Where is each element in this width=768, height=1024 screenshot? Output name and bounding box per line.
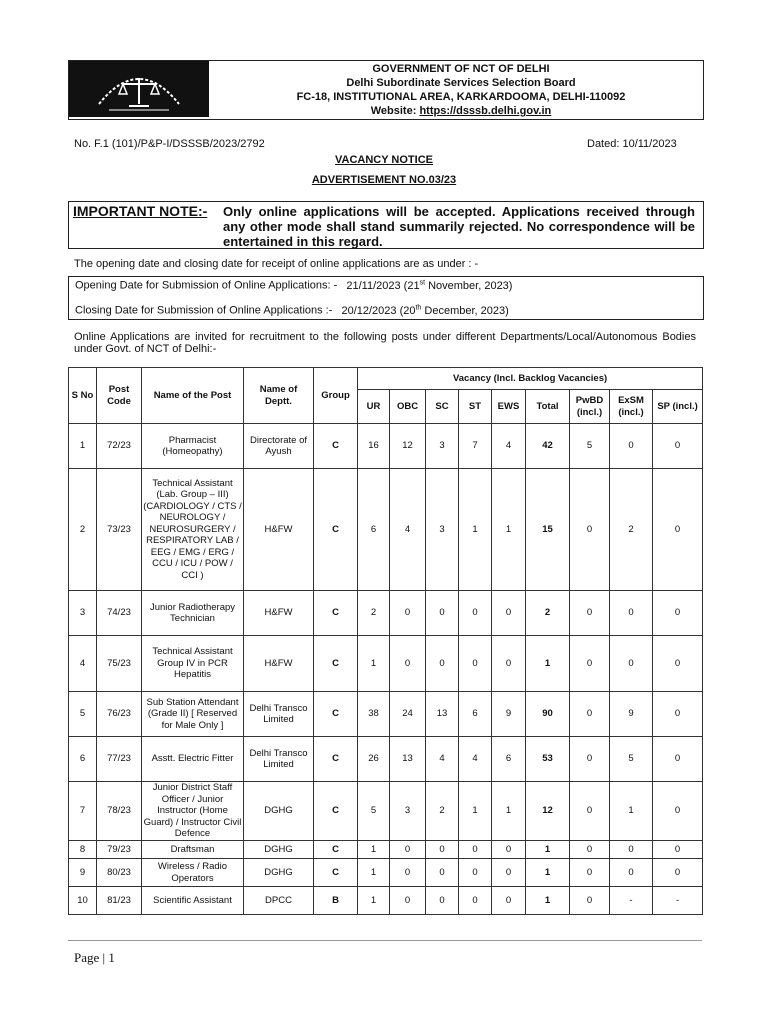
cell-obc: 0 bbox=[390, 591, 426, 636]
cell-st: 0 bbox=[459, 591, 492, 636]
closing-date-row bbox=[75, 304, 509, 317]
cell-st: 0 bbox=[459, 859, 492, 887]
cell-total: 15 bbox=[526, 469, 570, 591]
opening-date-date: 21/11/2023 (21 bbox=[346, 279, 420, 292]
cell-ur: 26 bbox=[358, 737, 390, 782]
cell-ews: 0 bbox=[492, 841, 526, 859]
cell-ews: 1 bbox=[492, 469, 526, 591]
cell-sp: 0 bbox=[653, 841, 703, 859]
cell-name: Wireless / Radio Operators bbox=[142, 859, 244, 887]
cell-total: 90 bbox=[526, 692, 570, 737]
cell-total: 1 bbox=[526, 887, 570, 915]
footer-divider bbox=[68, 940, 702, 941]
cell-dept: DGHG bbox=[244, 782, 314, 841]
header-sno: S No bbox=[69, 368, 97, 424]
cell-dept: DGHG bbox=[244, 841, 314, 859]
cell-code: 78/23 bbox=[97, 782, 142, 841]
cell-sp: 0 bbox=[653, 469, 703, 591]
cell-st: 1 bbox=[459, 469, 492, 591]
cell-ur: 38 bbox=[358, 692, 390, 737]
cell-pwbd: 0 bbox=[570, 591, 610, 636]
table-row bbox=[69, 591, 703, 636]
website-label: Website: bbox=[370, 105, 420, 117]
cell-obc: 0 bbox=[390, 636, 426, 692]
cell-st: 0 bbox=[459, 841, 492, 859]
opening-date-value bbox=[346, 280, 512, 292]
cell-exsm: 0 bbox=[610, 841, 653, 859]
cell-sno: 6 bbox=[69, 737, 97, 782]
cell-group: C bbox=[314, 591, 358, 636]
cell-ews: 1 bbox=[492, 782, 526, 841]
header-total: Total bbox=[526, 390, 570, 424]
cell-total: 2 bbox=[526, 591, 570, 636]
cell-ur: 5 bbox=[358, 782, 390, 841]
cell-code: 72/23 bbox=[97, 424, 142, 469]
cell-sno: 9 bbox=[69, 859, 97, 887]
cell-code: 80/23 bbox=[97, 859, 142, 887]
closing-date-label: Closing Date for Submission of Online Applications :- bbox=[75, 304, 333, 317]
cell-sno: 5 bbox=[69, 692, 97, 737]
cell-total: 1 bbox=[526, 841, 570, 859]
cell-ews: 0 bbox=[492, 887, 526, 915]
opening-date-rest: November, 2023) bbox=[425, 279, 513, 292]
cell-total: 1 bbox=[526, 859, 570, 887]
cell-sp: 0 bbox=[653, 692, 703, 737]
cell-dept: Delhi Transco Limited bbox=[244, 737, 314, 782]
opening-date-label: Opening Date for Submission of Online Applications: - bbox=[75, 279, 338, 292]
header-sp: SP (incl.) bbox=[653, 390, 703, 424]
header-box bbox=[68, 60, 704, 120]
cell-sp: 0 bbox=[653, 782, 703, 841]
cell-name: Technical Assistant (Lab. Group – III) (CARDIOLOGY / CTS / NEUROLOGY / NEUROSURGERY / RESPIRATORY LAB / EEG / EMG / ERG / CCU / ICU / POW / CCI ) bbox=[142, 469, 244, 591]
cell-sno: 1 bbox=[69, 424, 97, 469]
cell-dept: H&FW bbox=[244, 636, 314, 692]
cell-sp: 0 bbox=[653, 424, 703, 469]
cell-group: C bbox=[314, 737, 358, 782]
website-line bbox=[219, 104, 703, 118]
cell-ur: 16 bbox=[358, 424, 390, 469]
table-row bbox=[69, 636, 703, 692]
cell-code: 76/23 bbox=[97, 692, 142, 737]
cell-ur: 1 bbox=[358, 887, 390, 915]
header-pwbd: PwBD (incl.) bbox=[570, 390, 610, 424]
cell-group: C bbox=[314, 469, 358, 591]
dates-intro: The opening date and closing date for receipt of online applications are as under : - bbox=[74, 258, 479, 270]
cell-obc: 13 bbox=[390, 737, 426, 782]
cell-name: Asstt. Electric Fitter bbox=[142, 737, 244, 782]
important-note-box bbox=[68, 201, 704, 249]
govt-name: GOVERNMENT OF NCT OF DELHI bbox=[372, 63, 550, 75]
closing-date-value bbox=[341, 305, 508, 317]
cell-ur: 1 bbox=[358, 859, 390, 887]
table-row bbox=[69, 424, 703, 469]
cell-dept: H&FW bbox=[244, 591, 314, 636]
table-row bbox=[69, 782, 703, 841]
page-number: Page | 1 bbox=[74, 950, 115, 965]
cell-dept: Delhi Transco Limited bbox=[244, 692, 314, 737]
cell-dept: DPCC bbox=[244, 887, 314, 915]
cell-dept: H&FW bbox=[244, 469, 314, 591]
closing-date-rest: December, 2023) bbox=[421, 304, 509, 317]
cell-sc: 2 bbox=[426, 782, 459, 841]
cell-obc: 0 bbox=[390, 859, 426, 887]
dates-box bbox=[68, 276, 704, 320]
cell-ur: 1 bbox=[358, 636, 390, 692]
cell-sc: 4 bbox=[426, 737, 459, 782]
cell-sno: 4 bbox=[69, 636, 97, 692]
cell-group: C bbox=[314, 841, 358, 859]
cell-name: Junior Radiotherapy Technician bbox=[142, 591, 244, 636]
cell-group: C bbox=[314, 424, 358, 469]
header-ur: UR bbox=[358, 390, 390, 424]
cell-exsm: 5 bbox=[610, 737, 653, 782]
cell-group: C bbox=[314, 636, 358, 692]
cell-name: Sub Station Attendant (Grade II) [ Reserved for Male Only ] bbox=[142, 692, 244, 737]
cell-st: 0 bbox=[459, 887, 492, 915]
cell-sno: 10 bbox=[69, 887, 97, 915]
dsssb-logo bbox=[69, 61, 209, 117]
important-note-label: IMPORTANT NOTE:- bbox=[73, 203, 208, 219]
cell-obc: 0 bbox=[390, 841, 426, 859]
cell-dept: DGHG bbox=[244, 859, 314, 887]
cell-exsm: 1 bbox=[610, 782, 653, 841]
header-post-name: Name of the Post bbox=[142, 368, 244, 424]
cell-st: 4 bbox=[459, 737, 492, 782]
cell-ews: 0 bbox=[492, 859, 526, 887]
closing-date-date: 20/12/2023 (20 bbox=[341, 304, 416, 317]
cell-exsm: - bbox=[610, 887, 653, 915]
vacancy-table bbox=[68, 367, 703, 915]
cell-ews: 0 bbox=[492, 636, 526, 692]
cell-obc: 0 bbox=[390, 887, 426, 915]
header-obc: OBC bbox=[390, 390, 426, 424]
cell-ur: 1 bbox=[358, 841, 390, 859]
cell-exsm: 0 bbox=[610, 424, 653, 469]
cell-obc: 24 bbox=[390, 692, 426, 737]
cell-pwbd: 5 bbox=[570, 424, 610, 469]
closing-date-sup: th bbox=[415, 304, 422, 311]
header-sc: SC bbox=[426, 390, 459, 424]
cell-ews: 6 bbox=[492, 737, 526, 782]
cell-sp: 0 bbox=[653, 859, 703, 887]
cell-sno: 2 bbox=[69, 469, 97, 591]
cell-ews: 9 bbox=[492, 692, 526, 737]
opening-date-sup: st bbox=[419, 279, 426, 286]
cell-sc: 0 bbox=[426, 841, 459, 859]
table-row bbox=[69, 737, 703, 782]
cell-sc: 0 bbox=[426, 859, 459, 887]
cell-obc: 3 bbox=[390, 782, 426, 841]
advertisement-number: ADVERTISEMENT NO.03/23 bbox=[311, 174, 457, 186]
header-text bbox=[219, 62, 703, 118]
cell-st: 0 bbox=[459, 636, 492, 692]
cell-exsm: 0 bbox=[610, 859, 653, 887]
cell-name: Scientific Assistant bbox=[142, 887, 244, 915]
table-row bbox=[69, 841, 703, 859]
notice-title: VACANCY NOTICE bbox=[335, 154, 433, 166]
cell-name: Draftsman bbox=[142, 841, 244, 859]
vacancy-table-body bbox=[69, 424, 703, 915]
cell-st: 6 bbox=[459, 692, 492, 737]
cell-sp: 0 bbox=[653, 591, 703, 636]
cell-total: 12 bbox=[526, 782, 570, 841]
header-department: Name of Deptt. bbox=[244, 368, 314, 424]
header-st: ST bbox=[459, 390, 492, 424]
cell-total: 42 bbox=[526, 424, 570, 469]
cell-st: 7 bbox=[459, 424, 492, 469]
cell-sp: - bbox=[653, 887, 703, 915]
reference-number: No. F.1 (101)/P&P-I/DSSSB/2023/2792 bbox=[74, 138, 265, 150]
cell-st: 1 bbox=[459, 782, 492, 841]
cell-name: Junior District Staff Officer / Junior Instructor (Home Guard) / Instructor Civil Defence bbox=[142, 782, 244, 841]
header-group: Group bbox=[314, 368, 358, 424]
header-vacancy: Vacancy (Incl. Backlog Vacancies) bbox=[358, 368, 703, 390]
table-row bbox=[69, 692, 703, 737]
cell-ur: 2 bbox=[358, 591, 390, 636]
cell-pwbd: 0 bbox=[570, 859, 610, 887]
table-row bbox=[69, 887, 703, 915]
important-note-text: Only online applications will be accepted. Applications received through any other mode shall stand summarily rejected. No correspondence will be entertained in this regard. bbox=[223, 204, 695, 249]
table-row bbox=[69, 859, 703, 887]
cell-pwbd: 0 bbox=[570, 636, 610, 692]
cell-code: 77/23 bbox=[97, 737, 142, 782]
cell-code: 73/23 bbox=[97, 469, 142, 591]
cell-code: 75/23 bbox=[97, 636, 142, 692]
header-exsm: ExSM (incl.) bbox=[610, 390, 653, 424]
cell-group: C bbox=[314, 859, 358, 887]
cell-group: C bbox=[314, 782, 358, 841]
cell-sc: 3 bbox=[426, 469, 459, 591]
opening-date-row bbox=[75, 279, 512, 292]
cell-sc: 3 bbox=[426, 424, 459, 469]
header-ews: EWS bbox=[492, 390, 526, 424]
cell-obc: 12 bbox=[390, 424, 426, 469]
cell-name: Pharmacist (Homeopathy) bbox=[142, 424, 244, 469]
cell-code: 79/23 bbox=[97, 841, 142, 859]
cell-sno: 8 bbox=[69, 841, 97, 859]
cell-sp: 0 bbox=[653, 737, 703, 782]
cell-pwbd: 0 bbox=[570, 737, 610, 782]
cell-pwbd: 0 bbox=[570, 469, 610, 591]
cell-exsm: 2 bbox=[610, 469, 653, 591]
cell-code: 81/23 bbox=[97, 887, 142, 915]
cell-pwbd: 0 bbox=[570, 841, 610, 859]
notice-date: Dated: 10/11/2023 bbox=[587, 138, 677, 150]
cell-sp: 0 bbox=[653, 636, 703, 692]
board-name: Delhi Subordinate Services Selection Board bbox=[346, 77, 576, 89]
cell-ur: 6 bbox=[358, 469, 390, 591]
website-link[interactable]: https://dsssb.delhi.gov.in bbox=[419, 105, 552, 117]
cell-ews: 0 bbox=[492, 591, 526, 636]
cell-sc: 0 bbox=[426, 887, 459, 915]
cell-ews: 4 bbox=[492, 424, 526, 469]
cell-total: 53 bbox=[526, 737, 570, 782]
cell-group: C bbox=[314, 692, 358, 737]
cell-exsm: 0 bbox=[610, 636, 653, 692]
table-row bbox=[69, 469, 703, 591]
board-address: FC-18, INSTITUTIONAL AREA, KARKARDOOMA, DELHI-110092 bbox=[296, 91, 626, 103]
scales-of-justice-icon bbox=[79, 64, 199, 114]
cell-sc: 0 bbox=[426, 591, 459, 636]
cell-pwbd: 0 bbox=[570, 692, 610, 737]
cell-dept: Directorate of Ayush bbox=[244, 424, 314, 469]
cell-sno: 3 bbox=[69, 591, 97, 636]
intro-paragraph: Online Applications are invited for recruitment to the following posts under different Departments/Local/Autonomous Bodies under Govt. of NCT of Delhi:- bbox=[74, 331, 696, 355]
cell-exsm: 0 bbox=[610, 591, 653, 636]
cell-total: 1 bbox=[526, 636, 570, 692]
cell-pwbd: 0 bbox=[570, 887, 610, 915]
cell-sc: 13 bbox=[426, 692, 459, 737]
cell-pwbd: 0 bbox=[570, 782, 610, 841]
cell-code: 74/23 bbox=[97, 591, 142, 636]
cell-obc: 4 bbox=[390, 469, 426, 591]
cell-group: B bbox=[314, 887, 358, 915]
header-post-code: Post Code bbox=[97, 368, 142, 424]
cell-name: Technical Assistant Group IV in PCR Hepatitis bbox=[142, 636, 244, 692]
cell-sno: 7 bbox=[69, 782, 97, 841]
cell-exsm: 9 bbox=[610, 692, 653, 737]
cell-sc: 0 bbox=[426, 636, 459, 692]
